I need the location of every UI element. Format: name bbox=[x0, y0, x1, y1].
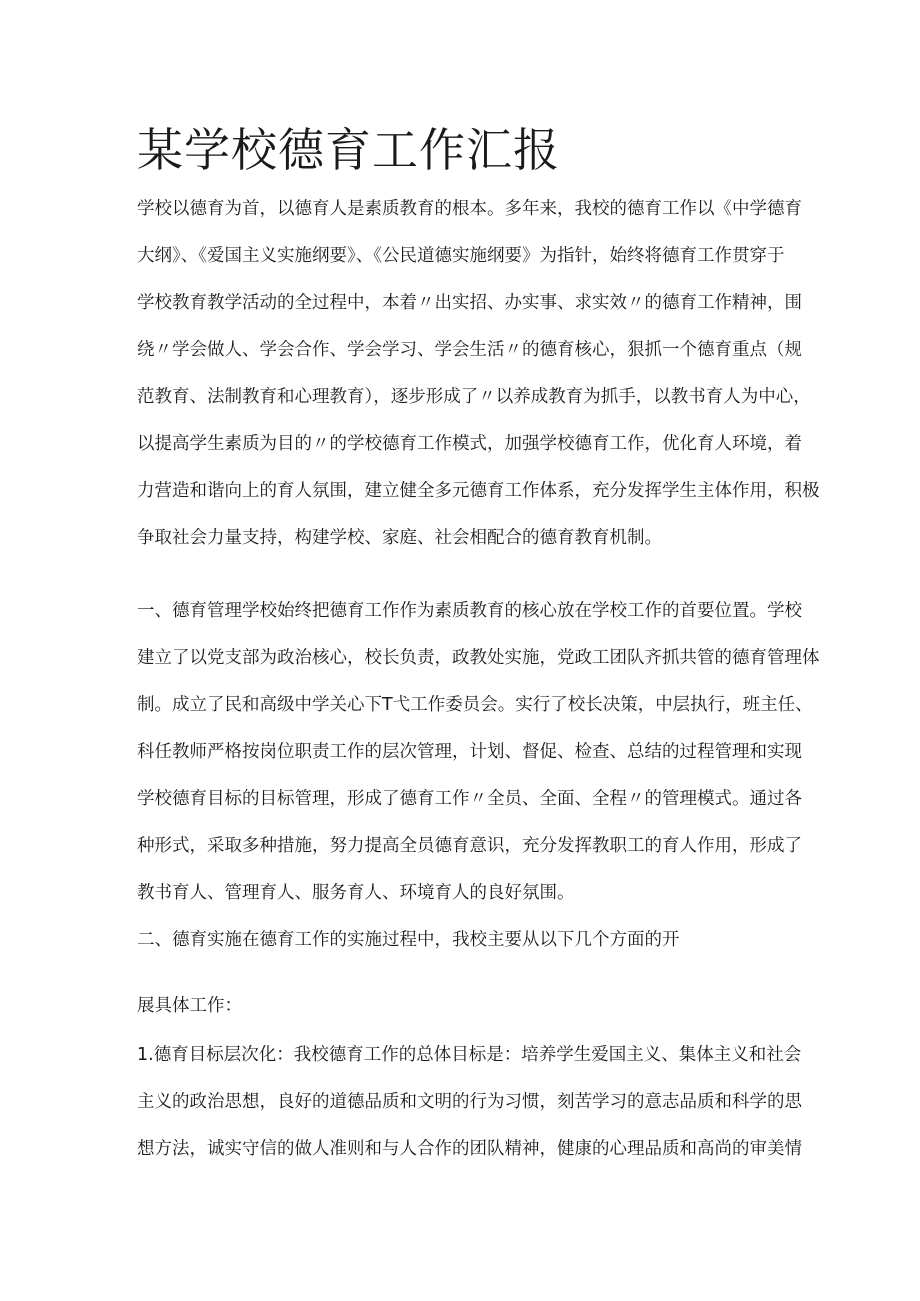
text-line: 绕〃学会做人、学会合作、学会学习、学会生活〃的德育核心，狠抓一个德育重点（规 bbox=[137, 340, 802, 360]
text-line: 学校以德育为首，以德育人是素质教育的根本。多年来，我校的德育工作以《中学德育 bbox=[137, 199, 802, 219]
text-line: 1.德育目标层次化：我校德育工作的总体目标是：培养学生爱国主义、集体主义和社会 bbox=[137, 1045, 802, 1065]
text-line: 学校德育目标的目标管理，形成了德育工作〃全员、全面、全程〃的管理模式。通过各 bbox=[137, 789, 802, 809]
text-line: 一、德育管理学校始终把德育工作作为素质教育的核心放在学校工作的首要位置。学校 bbox=[137, 601, 802, 621]
document-title: 某学校德育工作汇报 bbox=[137, 123, 560, 177]
text-line: 以提高学生素质为目的〃的学校德育工作模式，加强学校德育工作，优化育人环境，着 bbox=[137, 434, 802, 454]
text-line: 争取社会力量支持，构建学校、家庭、社会相配合的德育教育机制。 bbox=[137, 528, 662, 548]
text-line: 范教育、法制教育和心理教育），逐步形成了〃以养成教育为抓手，以教书育人为中心， bbox=[137, 387, 811, 407]
text-line: 大纲》、《爱国主义实施纲要》、《公民道德实施纲要》为指针，始终将德育工作贯穿于 bbox=[137, 246, 785, 266]
text-line: 力营造和谐向上的育人氛围，建立健全多元德育工作体系，充分发挥学生主体作用，积极 bbox=[137, 481, 820, 501]
text-line: 科任教师严格按岗位职责工作的层次管理，计划、督促、检查、总结的过程管理和实现 bbox=[137, 742, 802, 762]
text-line: 学校教育教学活动的全过程中，本着〃出实招、办实事、求实效〃的德育工作精神，围 bbox=[137, 293, 802, 313]
text-line: 教书育人、管理育人、服务育人、环境育人的良好氛围。 bbox=[137, 883, 575, 903]
text-line: 种形式，采取多种措施，努力提高全员德育意识，充分发挥教职工的育人作用，形成了 bbox=[137, 836, 802, 856]
text-line: 展具体工作： bbox=[137, 996, 242, 1016]
text-line: 制。成立了民和高级中学关心下T弋工作委员会。实行了校长决策，中层执行，班主任、 bbox=[137, 695, 813, 715]
text-line: 主义的政治思想，良好的道德品质和文明的行为习惯，刻苦学习的意志品质和科学的思 bbox=[137, 1092, 802, 1112]
text-line: 二、德育实施在德育工作的实施过程中，我校主要从以下几个方面的开 bbox=[137, 930, 680, 950]
text-line: 想方法，诚实守信的做人准则和与人合作的团队精神，健康的心理品质和高尚的审美情 bbox=[137, 1139, 802, 1159]
text-line: 建立了以党支部为政治核心，校长负责，政教处实施，党政工团队齐抓共管的德育管理体 bbox=[137, 648, 820, 668]
